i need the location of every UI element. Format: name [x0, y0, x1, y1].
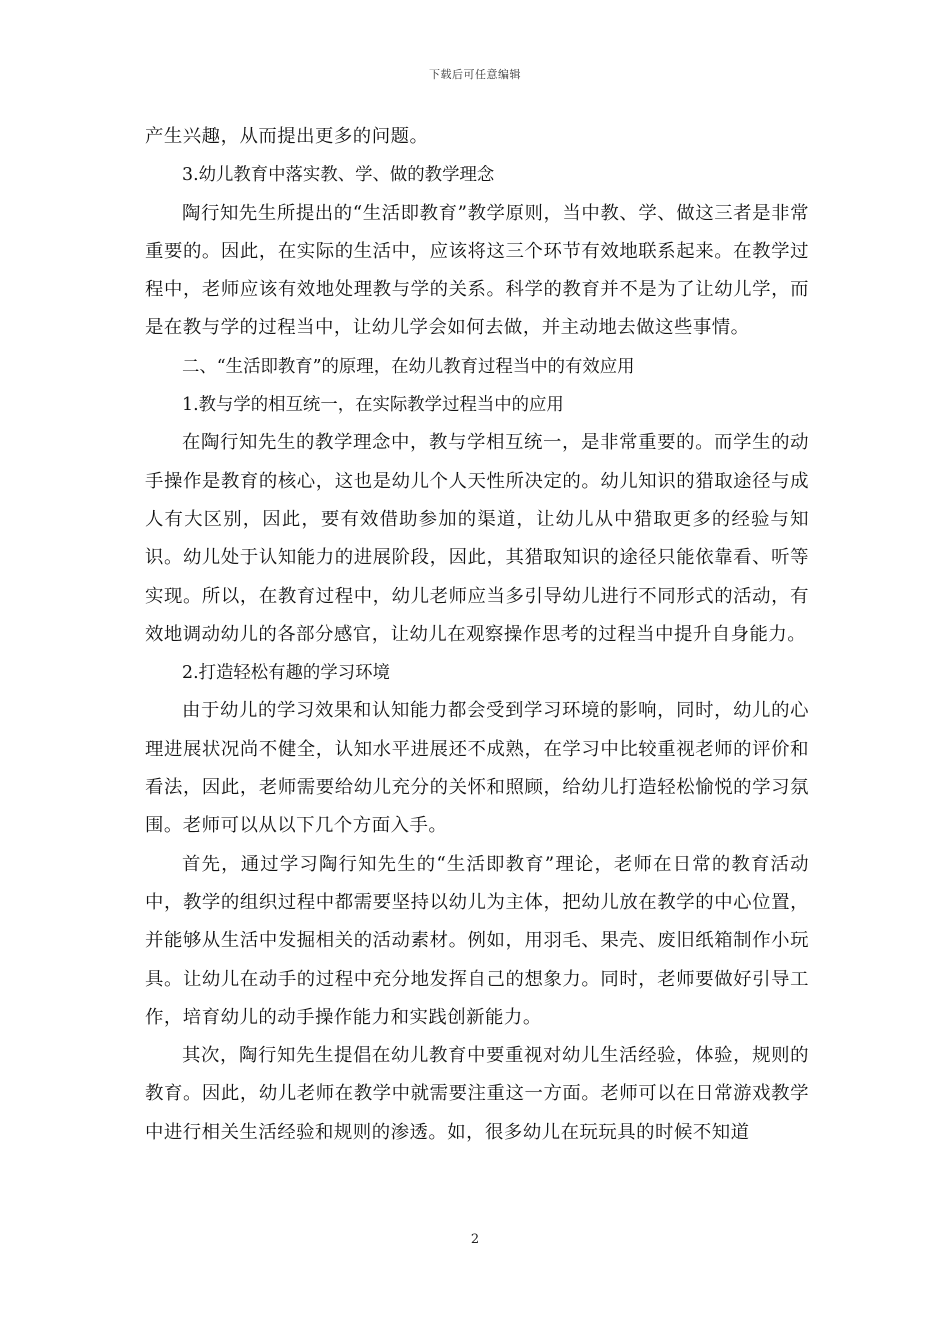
paragraph-learning-environment: 由于幼儿的学习效果和认知能力都会受到学习环境的影响，同时，幼儿的心理进展状况尚不健全，认知水平进展还不成熟，在学习中比较重视老师的评价和看法，因此，老师需要给幼儿充分的关怀和照顾，给幼儿打造轻松愉悦的学习氛围。老师可以从以下几个方面入手。: [145, 700, 809, 837]
chapter-heading-2: 二、“生活即教育”的原理，在幼儿教育过程当中的有效应用: [182, 356, 635, 377]
section-heading-3: 3.幼儿教育中落实教、学、做的教学理念: [182, 165, 495, 186]
document-body: [145, 118, 809, 1152]
paragraph-teach-learn-do: 陶行知先生所提出的“生活即教育”教学原则，当中教、学、做这三者是非常重要的。因此，在实际的生活中，应该将这三个环节有效地联系起来。在教学过程中，老师应该有效地处理教与学的关系。科学的教育并不是为了让幼儿学，而是在教与学的过程当中，让幼儿学会如何去做，并主动地去做这些事情。: [145, 202, 809, 339]
section-heading-2: 2.打造轻松有趣的学习环境: [182, 663, 390, 684]
paragraph-second: 其次，陶行知先生提倡在幼儿教育中要重视对幼儿生活经验，体验，规则的教育。因此，幼儿老师在教学中就需要注重这一方面。老师可以在日常游戏教学中进行相关生活经验和规则的渗透。如，很多幼儿在玩玩具的时候不知道: [145, 1045, 809, 1143]
paragraph-continuation: 产生兴趣，从而提出更多的问题。: [145, 126, 429, 147]
section-heading-1: 1.教与学的相互统一，在实际教学过程当中的应用: [182, 395, 564, 416]
paragraph-unity-of-teaching: 在陶行知先生的教学理念中，教与学相互统一，是非常重要的。而学生的动手操作是教育的核心，这也是幼儿个人天性所决定的。幼儿知识的猎取途径与成人有大区别，因此，要有效借助参加的渠道，让幼儿从中猎取更多的经验与知识。幼儿处于认知能力的进展阶段，因此，其猎取知识的途径只能依靠看、听等实现。所以，在教育过程中，幼儿老师应当多引导幼儿进行不同形式的活动，有效地调动幼儿的各部分感官，让幼儿在观察操作思考的过程当中提升自身能力。: [145, 432, 809, 645]
paragraph-first: 首先，通过学习陶行知先生的“生活即教育”理论，老师在日常的教育活动中，教学的组织过程中都需要坚持以幼儿为主体，把幼儿放在教学的中心位置，并能够从生活中发掘相关的活动素材。例如，用羽毛、果壳、废旧纸箱制作小玩具。让幼儿在动手的过程中充分地发挥自己的想象力。同时，老师要做好引导工作，培育幼儿的动手操作能力和实践创新能力。: [145, 853, 809, 1028]
page-header: 下载后可任意编辑: [429, 68, 521, 81]
page-number: 2: [470, 1232, 480, 1247]
